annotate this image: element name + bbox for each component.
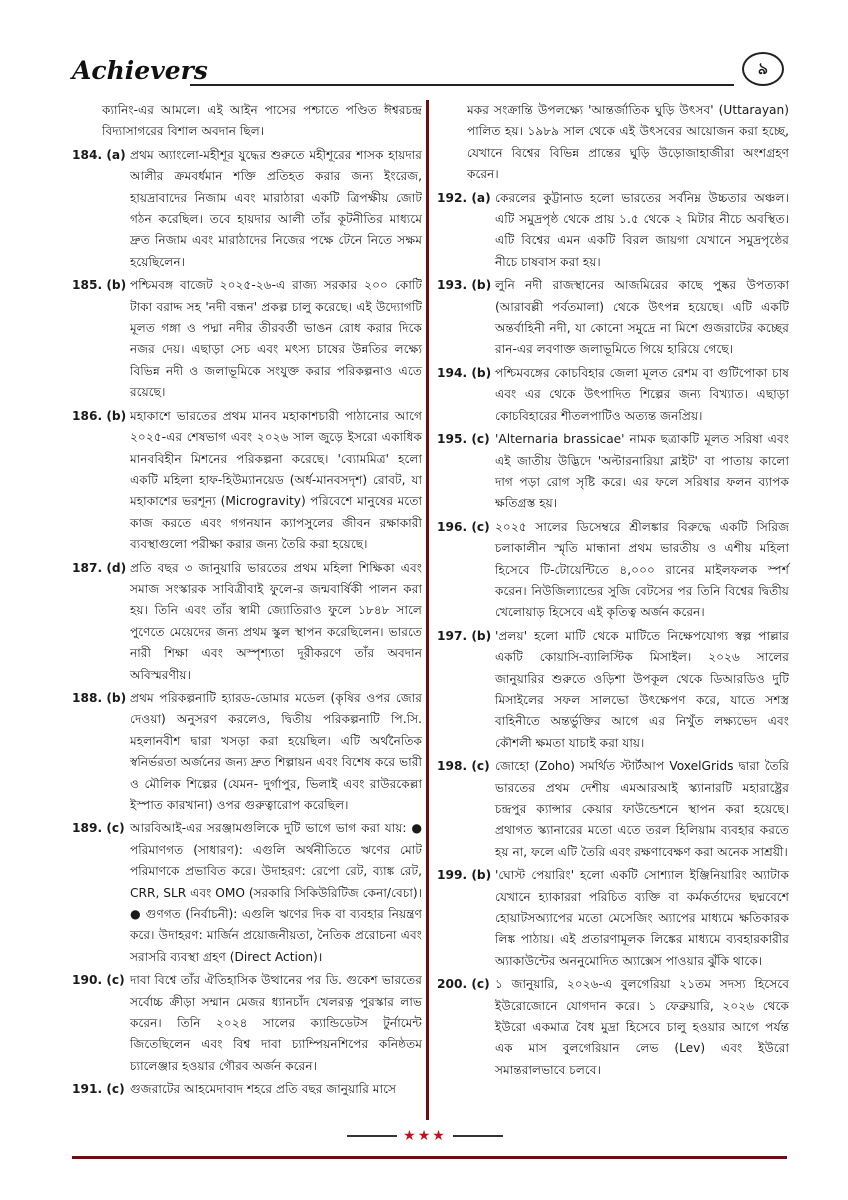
answer-item	[437, 865, 789, 972]
answer-number: 187. (d)	[72, 560, 127, 575]
answer-item	[437, 429, 789, 515]
answer-item	[72, 970, 422, 1077]
column-divider	[426, 100, 429, 1120]
answer-number: 185. (b)	[72, 278, 127, 293]
answer-text: পশ্চিমবঙ্গ বাজেট ২০২৫-২৬-এ রাজ্য সরকার ২০০ কোটি টাকা বরাদ্দ সহ 'নদী বন্ধন' প্রকল্প চালু করেছে। এই উদ্যোগটি মূলত গঙ্গা ও পদ্মা নদীর তীরবর্তী ভাঙন রোধ করার দিকে নজর দেয়। এছাড়া সেচ এবং মৎস্য চাষের উন্নতির লক্ষ্যে বিভিন্ন নদী ও জলাভূমিকে সংযুক্ত করার পরিকল্পনাও এতে রয়েছে।	[130, 278, 422, 400]
right-continuation: মকর সংক্রান্তি উপলক্ষ্যে 'আন্তর্জাতিক ঘুড়ি উৎসব' (Uttarayan) পালিত হয়। ১৯৮৯ সাল থেকে এই উৎসবের আয়োজন করা হচ্ছে, যেখানে বিশ্বের বিভিন্ন প্রান্তের ঘুড়ি উড়োজাহাজীরা অংশগ্রহণ করেন।	[467, 103, 789, 182]
left-continuation: ক্যানিং-এর আমলে। এই আইন পাসের পশ্চাতে পণ্ডিত ঈশ্বরচন্দ্র বিদ্যাসাগরের বিশাল অবদান ছিল।	[102, 103, 422, 139]
answer-number: 184. (a)	[72, 147, 126, 162]
answer-number: 193. (b)	[437, 278, 492, 293]
answer-text: জোহো (Zoho) সমর্থিত স্টার্টআপ VoxelGrids দ্বারা তৈরি ভারতের প্রথম দেশীয় এমআরআই স্ক্যানারটি মহারাষ্ট্রের চন্দ্রপুর ক্যান্সার কেয়ার ফাউন্ডেশনে স্থাপন করা হয়েছে। প্রথাগত স্ক্যানারের মতো এতে তরল হিলিয়াম ব্যবহার করতে হয় না, ফলে এটি তৈরি এবং রক্ষণাবেক্ষণ করা অনেক সাশ্রয়ী।	[495, 759, 789, 859]
answer-number: 198. (c)	[437, 759, 490, 774]
answer-item	[437, 756, 789, 863]
answer-number: 196. (c)	[437, 519, 490, 534]
answer-item	[437, 188, 789, 274]
answer-item	[72, 1079, 422, 1100]
answer-number: 192. (a)	[437, 190, 491, 205]
answer-item	[437, 517, 789, 624]
answer-number: 189. (c)	[72, 821, 125, 836]
answer-text: কেরলের কুট্টানাড হলো ভারতের সর্বনিম্ন উচ্চতার অঞ্চল। এটি সমুদ্রপৃষ্ঠ থেকে প্রায় ১.৫ থেকে ২ মিটার নীচে অবস্থিত। এটি বিশ্বের এমন একটি বিরল জায়গা যেখানে সমুদ্রপৃষ্ঠের নীচে চাষবাস করা হয়।	[495, 190, 789, 269]
answer-number: 186. (b)	[72, 408, 127, 423]
answer-item	[72, 558, 422, 686]
footer-ornament-line-left	[347, 1135, 397, 1137]
answer-text: প্রতি বছর ৩ জানুয়ারি ভারতের প্রথম মহিলা শিক্ষিকা এবং সমাজ সংস্কারক সাবিত্রীবাই ফুলে-র জন্মবার্ষিকী পালন করা হয়। তিনি এবং তাঁর স্বামী জ্যোতিরাও ফুলে ১৮৪৮ সালে পুণেতে মেয়েদের জন্য প্রথম স্কুল স্থাপন করেছিলেন। ভারতে নারী শিক্ষা এবং অস্পৃশ্যতা দূরীকরণে তাঁর অবদান অবিস্মরণীয়।	[130, 560, 422, 682]
answer-number: 199. (b)	[437, 868, 492, 883]
answer-item	[437, 626, 789, 754]
right-column	[437, 100, 789, 1083]
answer-item	[72, 145, 422, 273]
answer-number: 191. (c)	[72, 1082, 125, 1097]
footer-ornament-line-right	[453, 1135, 503, 1137]
answer-number: 197. (b)	[437, 628, 492, 643]
left-question-list	[72, 145, 422, 1101]
brand-title: Achievers	[72, 56, 208, 85]
answer-item	[72, 406, 422, 556]
page-number: ৯	[742, 52, 784, 86]
answer-text: প্রথম অ্যাংলো-মহীশূর যুদ্ধের শুরুতে মহীশূরের শাসক হায়দার আলীর ক্রমবর্ধমান শক্তি প্রতিহত করার জন্য ইংরেজ, হায়দ্রাবাদের নিজাম এবং মারাঠারা একটি ত্রিপক্ষীয় জোট গঠন করেছিল। তবে হায়দার আলী তাঁর কূটনীতির মাধ্যমে দ্রুত নিজাম এবং মারাঠাদের নিজের পক্ষে টেনে নিতে সক্ষম হয়েছিলেন।	[130, 147, 422, 269]
answer-text: ২০২৫ সালের ডিসেম্বরে শ্রীলঙ্কার বিরুদ্ধে একটি সিরিজ চলাকালীন স্মৃতি মান্ধানা প্রথম ভারতীয় ও এশীয় মহিলা হিসেবে টি-টোয়েন্টিতে ৪,০০০ রানের মাইলফলক স্পর্শ করেন। নিউজিল্যান্ডের সুজি বেটসের পর তিনি বিশ্বের দ্বিতীয় খেলোয়াড় হিসেবে এই কৃতিত্ব অর্জন করেন।	[495, 519, 789, 620]
answer-text: পশ্চিমবঙ্গের কোচবিহার জেলা মূলত রেশম বা গুটিপোকা চাষ এবং এর থেকে উৎপাদিত শিল্পের জন্য বিখ্যাত। এছাড়া কোচবিহারের শীতলপাটিও অত্যন্ত জনপ্রিয়।	[495, 365, 789, 423]
answer-text: 'ঘোস্ট পেয়ারিং' হলো একটি সোশ্যাল ইঞ্জিনিয়ারিং অ্যাটাক যেখানে হ্যাকাররা পরিচিত ব্যক্তি বা কর্মকর্তাদের ছদ্মবেশে হোয়াটসঅ্যাপের মতো মেসেজিং অ্যাপের মাধ্যমে ক্ষতিকারক লিঙ্ক পাঠায়। এই প্রতারণামূলক লিঙ্কের মাধ্যমে ব্যবহারকারীর অ্যাকাউন্টের অননুমোদিত অ্যাক্সেস পাওয়ার ঝুঁকি থাকে।	[495, 868, 789, 968]
footer-stars: ★★★	[403, 1128, 447, 1144]
answer-item	[437, 363, 789, 427]
left-column	[72, 100, 422, 1103]
answer-item	[437, 974, 789, 1081]
answer-number: 200. (c)	[437, 977, 490, 992]
answer-text: আরবিআই-এর সরঞ্জামগুলিকে দুটি ভাগে ভাগ করা যায়: ● পরিমাণগত (সাধারণ): এগুলি অর্থনীতিতে ঋণের মোট পরিমাণকে প্রভাবিত করে। উদাহরণ: রেপো রেট, ব্যাঙ্ক রেট, CRR, SLR এবং OMO (সরকারি সিকিউরিটিজ কেনা/বেচা)। ● গুণগত (নির্বাচনী): এগুলি ঋণের দিক বা ব্যবহার নিয়ন্ত্রণ করে। উদাহরণ: মার্জিন প্রয়োজনীয়তা, নৈতিক প্ররোচনা এবং সরাসরি ব্যবস্থা গ্রহণ (Direct Action)।	[130, 821, 422, 964]
footer-ornament	[340, 1128, 510, 1144]
page-header	[72, 50, 784, 102]
answer-number: 194. (b)	[437, 365, 492, 380]
answer-number: 190. (c)	[72, 973, 125, 988]
answer-item	[72, 688, 422, 816]
answer-text: প্রথম পরিকল্পনাটি হ্যারড-ডোমার মডেল (কৃষির ওপর জোর দেওয়া) অনুসরণ করলেও, দ্বিতীয় পরিকল্পনাটি পি.সি. মহলানবীশ দ্বারা খসড়া করা হয়েছিল। এটি অর্থনৈতিক স্বনির্ভরতা অর্জনের জন্য দ্রুত শিল্পায়ন এবং বিশেষ করে ভারী ও মৌলিক শিল্পের (যেমন- দুর্গাপুর, ভিলাই এবং রাউরকেল্লা ইস্পাত কারখানা) ওপর গুরুত্বারোপ করেছিল।	[130, 690, 422, 812]
answer-number: 188. (b)	[72, 690, 127, 705]
answer-text: ১ জানুয়ারি, ২০২৬-এ বুলগেরিয়া ২১তম সদস্য হিসেবে ইউরোজোনে যোগদান করে। ১ ফেব্রুয়ারি, ২০২৬ থেকে ইউরো একমাত্র বৈধ মুদ্রা হিসেবে চালু হওয়ার আগে পর্যন্ত এক মাস বুলগেরিয়ান লেভ (Lev) এবং ইউরো সমান্তরালভাবে চলবে।	[495, 977, 789, 1077]
answer-text: 'প্রলয়' হলো মাটি থেকে মাটিতে নিক্ষেপযোগ্য স্বল্প পাল্লার একটি কোয়াসি-ব্যালিস্টিক মিসাইল। ২০২৬ সালের জানুয়ারির শুরুতে ওড়িশা উপকূল থেকে ডিআরডিও দুটি মিসাইলের সফল সালভো উৎক্ষেপণ করে, যাতে সশস্ত্র বাহিনীতে অন্তর্ভুক্তির আগে এর নিখুঁত লক্ষ্যভেদ এবং কৌশলী ক্ষমতা যাচাই করা যায়।	[495, 628, 789, 750]
answer-text: 'Alternaria brassicae' নামক ছত্রাকটি মূলত সরিষা এবং এই জাতীয় উদ্ভিদে 'অল্টারনারিয়া ব্লাইট' বা পাতায় কালো দাগ পড়া রোগ সৃষ্টি করে। এর ফলে সরিষার ফলন ব্যাপক ক্ষতিগ্রস্ত হয়।	[495, 432, 789, 511]
answer-number: 195. (c)	[437, 432, 490, 447]
right-question-list	[437, 188, 789, 1082]
answer-text: দাবা বিশ্বে তাঁর ঐতিহাসিক উত্থানের পর ডি. গুকেশ ভারতের সর্বোচ্চ ক্রীড়া সম্মান মেজর ধ্যানচাঁদ খেলরত্ন পুরস্কার লাভ করেন। তিনি ২০২৪ সালের ক্যান্ডিডেটস টুর্নামেন্ট জিতেছিলেন এবং বিশ্ব দাবা চ্যাম্পিয়নশিপের কনিষ্ঠতম চ্যালেঞ্জার হওয়ার গৌরব অর্জন করেন।	[130, 973, 422, 1073]
answer-item	[72, 818, 422, 968]
answer-text: মহাকাশে ভারতের প্রথম মানব মহাকাশচারী পাঠানোর আগে ২০২৫-এর শেষভাগ এবং ২০২৬ সাল জুড়ে ইসরো একাধিক মানববিহীন মিশনের পরিকল্পনা করেছে। 'ব্যোমমিত্র' হলো একটি মহিলা হাফ-হিউম্যানয়েড (অর্ধ-মানবসদৃশ) রোবট, যা মহাকাশের ভরশূন্য (Microgravity) পরিবেশে মানুষের মতো কাজ করতে এবং গগনযান ক্যাপসুলের জীবন রক্ষাকারী ব্যবস্থাগুলো পরীক্ষা করার জন্য তৈরি করা হয়েছে।	[130, 408, 422, 552]
header-rule	[190, 84, 734, 86]
answer-item	[437, 275, 789, 361]
answer-text: লুনি নদী রাজস্থানের আজমিরের কাছে পুষ্কর উপত্যকা (আরাবল্লী পর্বতমালা) থেকে উৎপন্ন হয়েছে। এটি একটি অন্তর্বাহিনী নদী, যা কোনো সমুদ্রে না মিশে গুজরাটের কচ্ছের রান-এর লবণাক্ত জলাভূমিতে গিয়ে হারিয়ে গেছে।	[495, 278, 789, 357]
footer-rule	[72, 1156, 787, 1159]
answer-item	[72, 275, 422, 403]
answer-text: গুজরাটের আহমেদাবাদ শহরে প্রতি বছর জানুয়ারি মাসে	[130, 1082, 397, 1097]
